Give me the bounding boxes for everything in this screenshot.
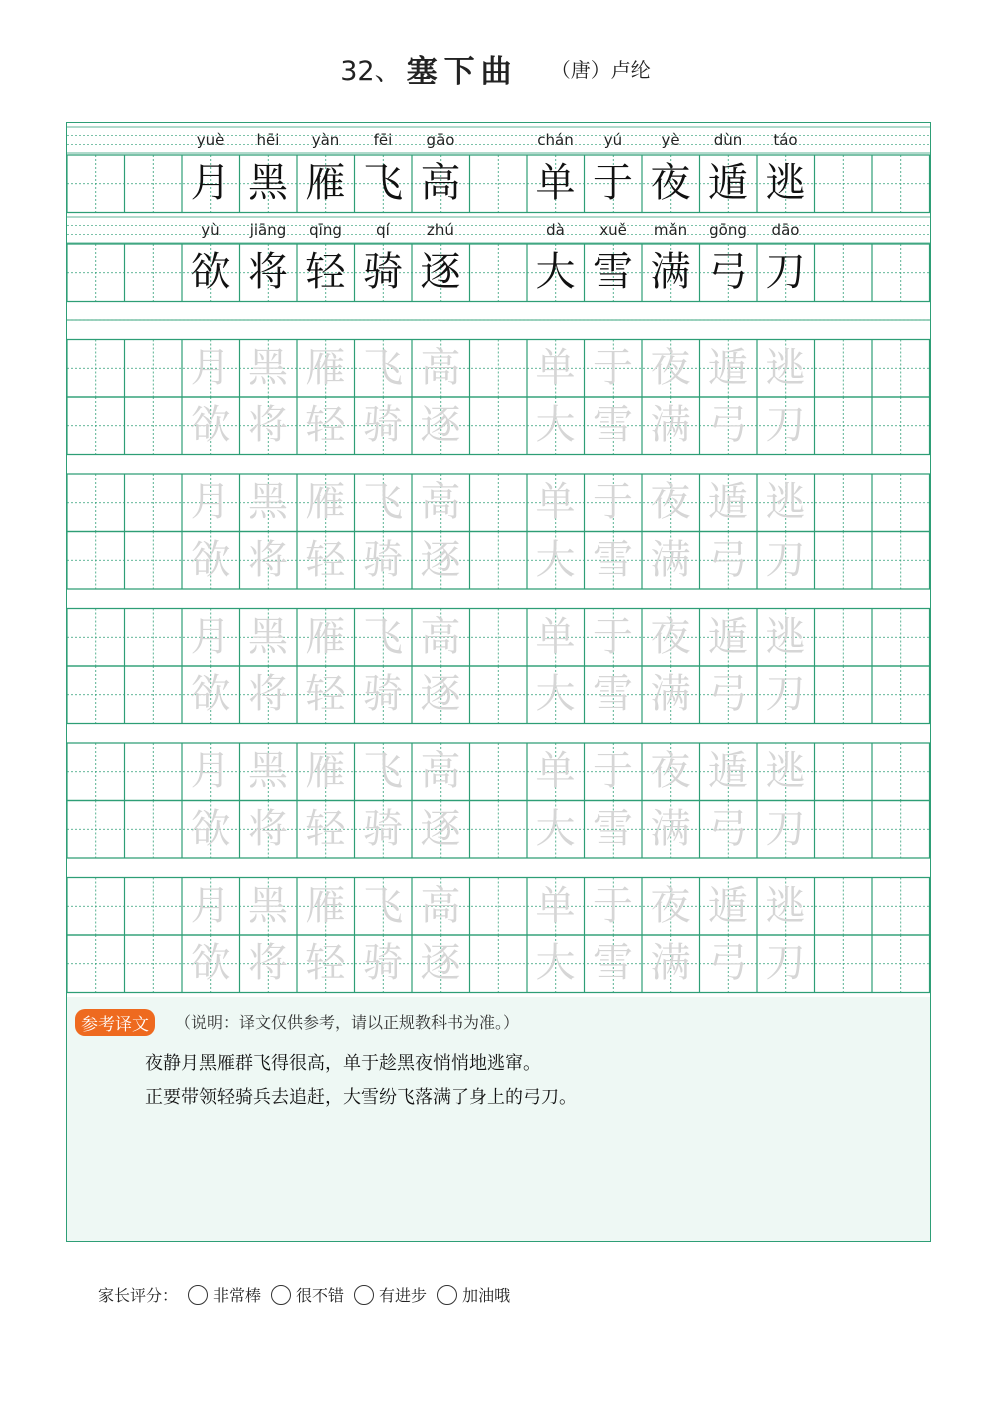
- trace-char-line2: 弓: [708, 536, 748, 583]
- trace-char-line2: 逐: [420, 940, 461, 986]
- trace-char-line2: 欲: [190, 671, 231, 717]
- trace-char-line1: 雁: [305, 613, 346, 660]
- trace-char-line2: 将: [248, 805, 288, 852]
- trace-char-line1: 单: [535, 748, 576, 794]
- trace-char-line1: 遁: [708, 613, 748, 660]
- pinyin-line2: xuě: [599, 221, 627, 239]
- trace-char-line1: 飞: [363, 882, 403, 929]
- trace-char-line2: 骑: [363, 536, 403, 583]
- trace-char-line2: 骑: [363, 402, 403, 448]
- poem-char-line2: 骑: [363, 249, 403, 295]
- trace-char-line1: 月: [190, 882, 231, 929]
- trace-char-line1: 逃: [765, 479, 806, 525]
- trace-char-line1: 高: [420, 479, 461, 525]
- poem-char-line1: 高: [420, 160, 461, 206]
- trace-char-line1: 黑: [248, 479, 288, 525]
- trace-char-line1: 飞: [363, 613, 403, 660]
- poem-char-line2: 逐: [420, 249, 461, 295]
- parent-rating: [98, 1283, 510, 1306]
- pinyin-line2: jiāng: [249, 221, 287, 239]
- pinyin-line2: dà: [546, 221, 565, 239]
- trace-char-line1: 月: [190, 613, 231, 660]
- trace-char-line1: 于: [593, 748, 633, 794]
- poem-char-line1: 夜: [650, 160, 691, 206]
- trace-char-line1: 高: [420, 882, 461, 929]
- rating-option-1: 非常棒: [213, 1286, 262, 1305]
- trace-char-line1: 遁: [708, 748, 748, 794]
- trace-char-line1: 夜: [650, 882, 691, 929]
- poem-title: 塞下曲: [406, 54, 518, 90]
- poem-char-line2: 刀: [765, 249, 806, 295]
- poem-char-line1: 黑: [248, 160, 288, 206]
- poem-char-line1: 雁: [305, 160, 346, 206]
- trace-char-line2: 满: [650, 402, 691, 448]
- pinyin-line2: qí: [376, 221, 390, 239]
- trace-char-line1: 夜: [650, 748, 691, 794]
- pinyin-line1: yuè: [196, 131, 225, 149]
- trace-char-line1: 单: [535, 344, 576, 391]
- trace-char-line2: 刀: [765, 805, 806, 852]
- poem-char-line2: 弓: [708, 249, 748, 295]
- pinyin-line1: hēi: [256, 131, 280, 149]
- pinyin-line2: qīng: [309, 221, 342, 239]
- trace-char-line2: 弓: [708, 671, 748, 717]
- trace-char-line1: 单: [535, 882, 576, 929]
- trace-char-line2: 雪: [593, 402, 633, 448]
- poem-char-line2: 欲: [190, 249, 231, 295]
- trace-char-line1: 飞: [363, 748, 403, 794]
- translation-line-2: 正要带领轻骑兵去追赶，大雪纷飞落满了身上的弓刀。: [145, 1087, 577, 1108]
- trace-char-line2: 将: [248, 402, 288, 448]
- trace-char-line1: 月: [190, 748, 231, 794]
- writing-grid: [66, 122, 931, 998]
- trace-char-line1: 雁: [305, 479, 346, 525]
- trace-char-line2: 逐: [420, 671, 461, 717]
- trace-char-line2: 雪: [593, 805, 633, 852]
- trace-char-line2: 轻: [305, 940, 346, 986]
- translation-badge: 参考译文: [75, 1009, 155, 1036]
- rating-radio-3[interactable]: [354, 1285, 374, 1305]
- trace-char-line2: 弓: [708, 402, 748, 448]
- trace-char-line1: 飞: [363, 344, 403, 391]
- trace-char-line1: 于: [593, 613, 633, 660]
- poem-author: （唐）卢纶: [550, 58, 651, 82]
- pinyin-line1: chán: [537, 131, 574, 149]
- trace-char-line2: 轻: [305, 671, 346, 717]
- translation-line-1: 夜静月黑雁群飞得很高，单于趁黑夜悄悄地逃窜。: [145, 1053, 541, 1074]
- poem-char-line2: 将: [248, 249, 288, 295]
- trace-char-line1: 逃: [765, 748, 806, 794]
- trace-char-line2: 骑: [363, 671, 403, 717]
- trace-char-line2: 雪: [593, 940, 633, 986]
- trace-char-line1: 高: [420, 344, 461, 391]
- trace-char-line2: 逐: [420, 805, 461, 852]
- page-title: [0, 46, 991, 91]
- trace-char-line2: 满: [650, 536, 691, 583]
- pinyin-line1: yè: [661, 131, 680, 149]
- rating-option-3: 有进步: [379, 1286, 428, 1305]
- trace-char-line1: 高: [420, 748, 461, 794]
- trace-char-line1: 单: [535, 613, 576, 660]
- poem-char-line1: 遁: [708, 160, 748, 206]
- trace-char-line2: 将: [248, 671, 288, 717]
- trace-char-line1: 遁: [708, 882, 748, 929]
- poem-char-line2: 轻: [305, 249, 346, 295]
- trace-char-line2: 大: [535, 671, 576, 717]
- trace-char-line2: 骑: [363, 805, 403, 852]
- pinyin-line1: táo: [773, 131, 798, 149]
- rating-radio-4[interactable]: [437, 1285, 457, 1305]
- trace-char-line1: 黑: [248, 882, 288, 929]
- poem-char-line1: 飞: [363, 160, 403, 206]
- poem-char-line1: 月: [190, 160, 231, 206]
- trace-char-line2: 满: [650, 805, 691, 852]
- trace-char-line1: 雁: [305, 882, 346, 929]
- trace-char-line1: 夜: [650, 344, 691, 391]
- trace-char-line1: 逃: [765, 882, 806, 929]
- trace-char-line1: 夜: [650, 613, 691, 660]
- lesson-number: 32、: [340, 56, 402, 87]
- trace-char-line1: 逃: [765, 344, 806, 391]
- trace-char-line2: 刀: [765, 536, 806, 583]
- trace-char-line2: 逐: [420, 536, 461, 583]
- trace-char-line1: 黑: [248, 613, 288, 660]
- poem-char-line2: 满: [650, 249, 691, 295]
- trace-char-line1: 月: [190, 344, 231, 391]
- pinyin-line2: mǎn: [653, 221, 688, 239]
- poem-char-line1: 于: [593, 160, 633, 206]
- trace-char-line2: 欲: [190, 805, 231, 852]
- poem-char-line2: 大: [535, 249, 576, 295]
- pinyin-line2: yù: [201, 221, 220, 239]
- trace-char-line2: 逐: [420, 402, 461, 448]
- pinyin-line2: dāo: [771, 221, 800, 239]
- trace-char-line1: 月: [190, 479, 231, 525]
- trace-char-line2: 雪: [593, 671, 633, 717]
- trace-char-line2: 刀: [765, 671, 806, 717]
- pinyin-line1: yàn: [311, 131, 340, 149]
- trace-char-line1: 黑: [248, 748, 288, 794]
- pinyin-line2: gōng: [709, 221, 747, 239]
- trace-char-line1: 夜: [650, 479, 691, 525]
- trace-char-line1: 于: [593, 479, 633, 525]
- pinyin-line1: fēi: [373, 131, 393, 149]
- trace-char-line2: 满: [650, 940, 691, 986]
- trace-char-line1: 单: [535, 479, 576, 525]
- trace-char-line1: 雁: [305, 344, 346, 391]
- translation-note: （说明：译文仅供参考，请以正规教科书为准。）: [175, 1013, 520, 1032]
- rating-label: 家长评分：: [98, 1286, 179, 1305]
- trace-char-line2: 将: [248, 940, 288, 986]
- trace-char-line2: 弓: [708, 940, 748, 986]
- trace-char-line2: 欲: [190, 402, 231, 448]
- trace-char-line2: 欲: [190, 940, 231, 986]
- trace-char-line1: 遁: [708, 479, 748, 525]
- rating-radio-1[interactable]: [188, 1285, 208, 1305]
- pinyin-line1: yú: [603, 131, 623, 149]
- trace-char-line2: 将: [248, 536, 288, 583]
- trace-char-line2: 雪: [593, 536, 633, 583]
- trace-char-line2: 大: [535, 940, 576, 986]
- translation-box: [66, 997, 931, 1242]
- poem-char-line2: 雪: [593, 249, 633, 295]
- trace-char-line1: 雁: [305, 748, 346, 794]
- trace-char-line1: 黑: [248, 344, 288, 391]
- trace-char-line2: 轻: [305, 536, 346, 583]
- pinyin-line2: zhú: [427, 221, 454, 239]
- pinyin-line1: gāo: [426, 131, 455, 149]
- rating-option-2: 很不错: [296, 1286, 345, 1305]
- trace-char-line1: 于: [593, 344, 633, 391]
- trace-char-line2: 大: [535, 402, 576, 448]
- trace-char-line2: 大: [535, 805, 576, 852]
- trace-char-line1: 飞: [363, 479, 403, 525]
- rating-radio-2[interactable]: [271, 1285, 291, 1305]
- trace-char-line1: 高: [420, 613, 461, 660]
- trace-char-line2: 弓: [708, 805, 748, 852]
- trace-char-line2: 轻: [305, 402, 346, 448]
- trace-char-line2: 满: [650, 671, 691, 717]
- trace-char-line1: 于: [593, 882, 633, 929]
- rating-option-4: 加油哦: [462, 1286, 511, 1305]
- trace-char-line1: 逃: [765, 613, 806, 660]
- trace-char-line1: 遁: [708, 344, 748, 391]
- poem-char-line1: 逃: [765, 160, 806, 206]
- trace-char-line2: 欲: [190, 536, 231, 583]
- trace-char-line2: 刀: [765, 940, 806, 986]
- trace-char-line2: 轻: [305, 805, 346, 852]
- trace-char-line2: 骑: [363, 940, 403, 986]
- trace-char-line2: 刀: [765, 402, 806, 448]
- poem-char-line1: 单: [535, 160, 576, 206]
- trace-char-line2: 大: [535, 536, 576, 583]
- pinyin-line1: dùn: [713, 131, 743, 149]
